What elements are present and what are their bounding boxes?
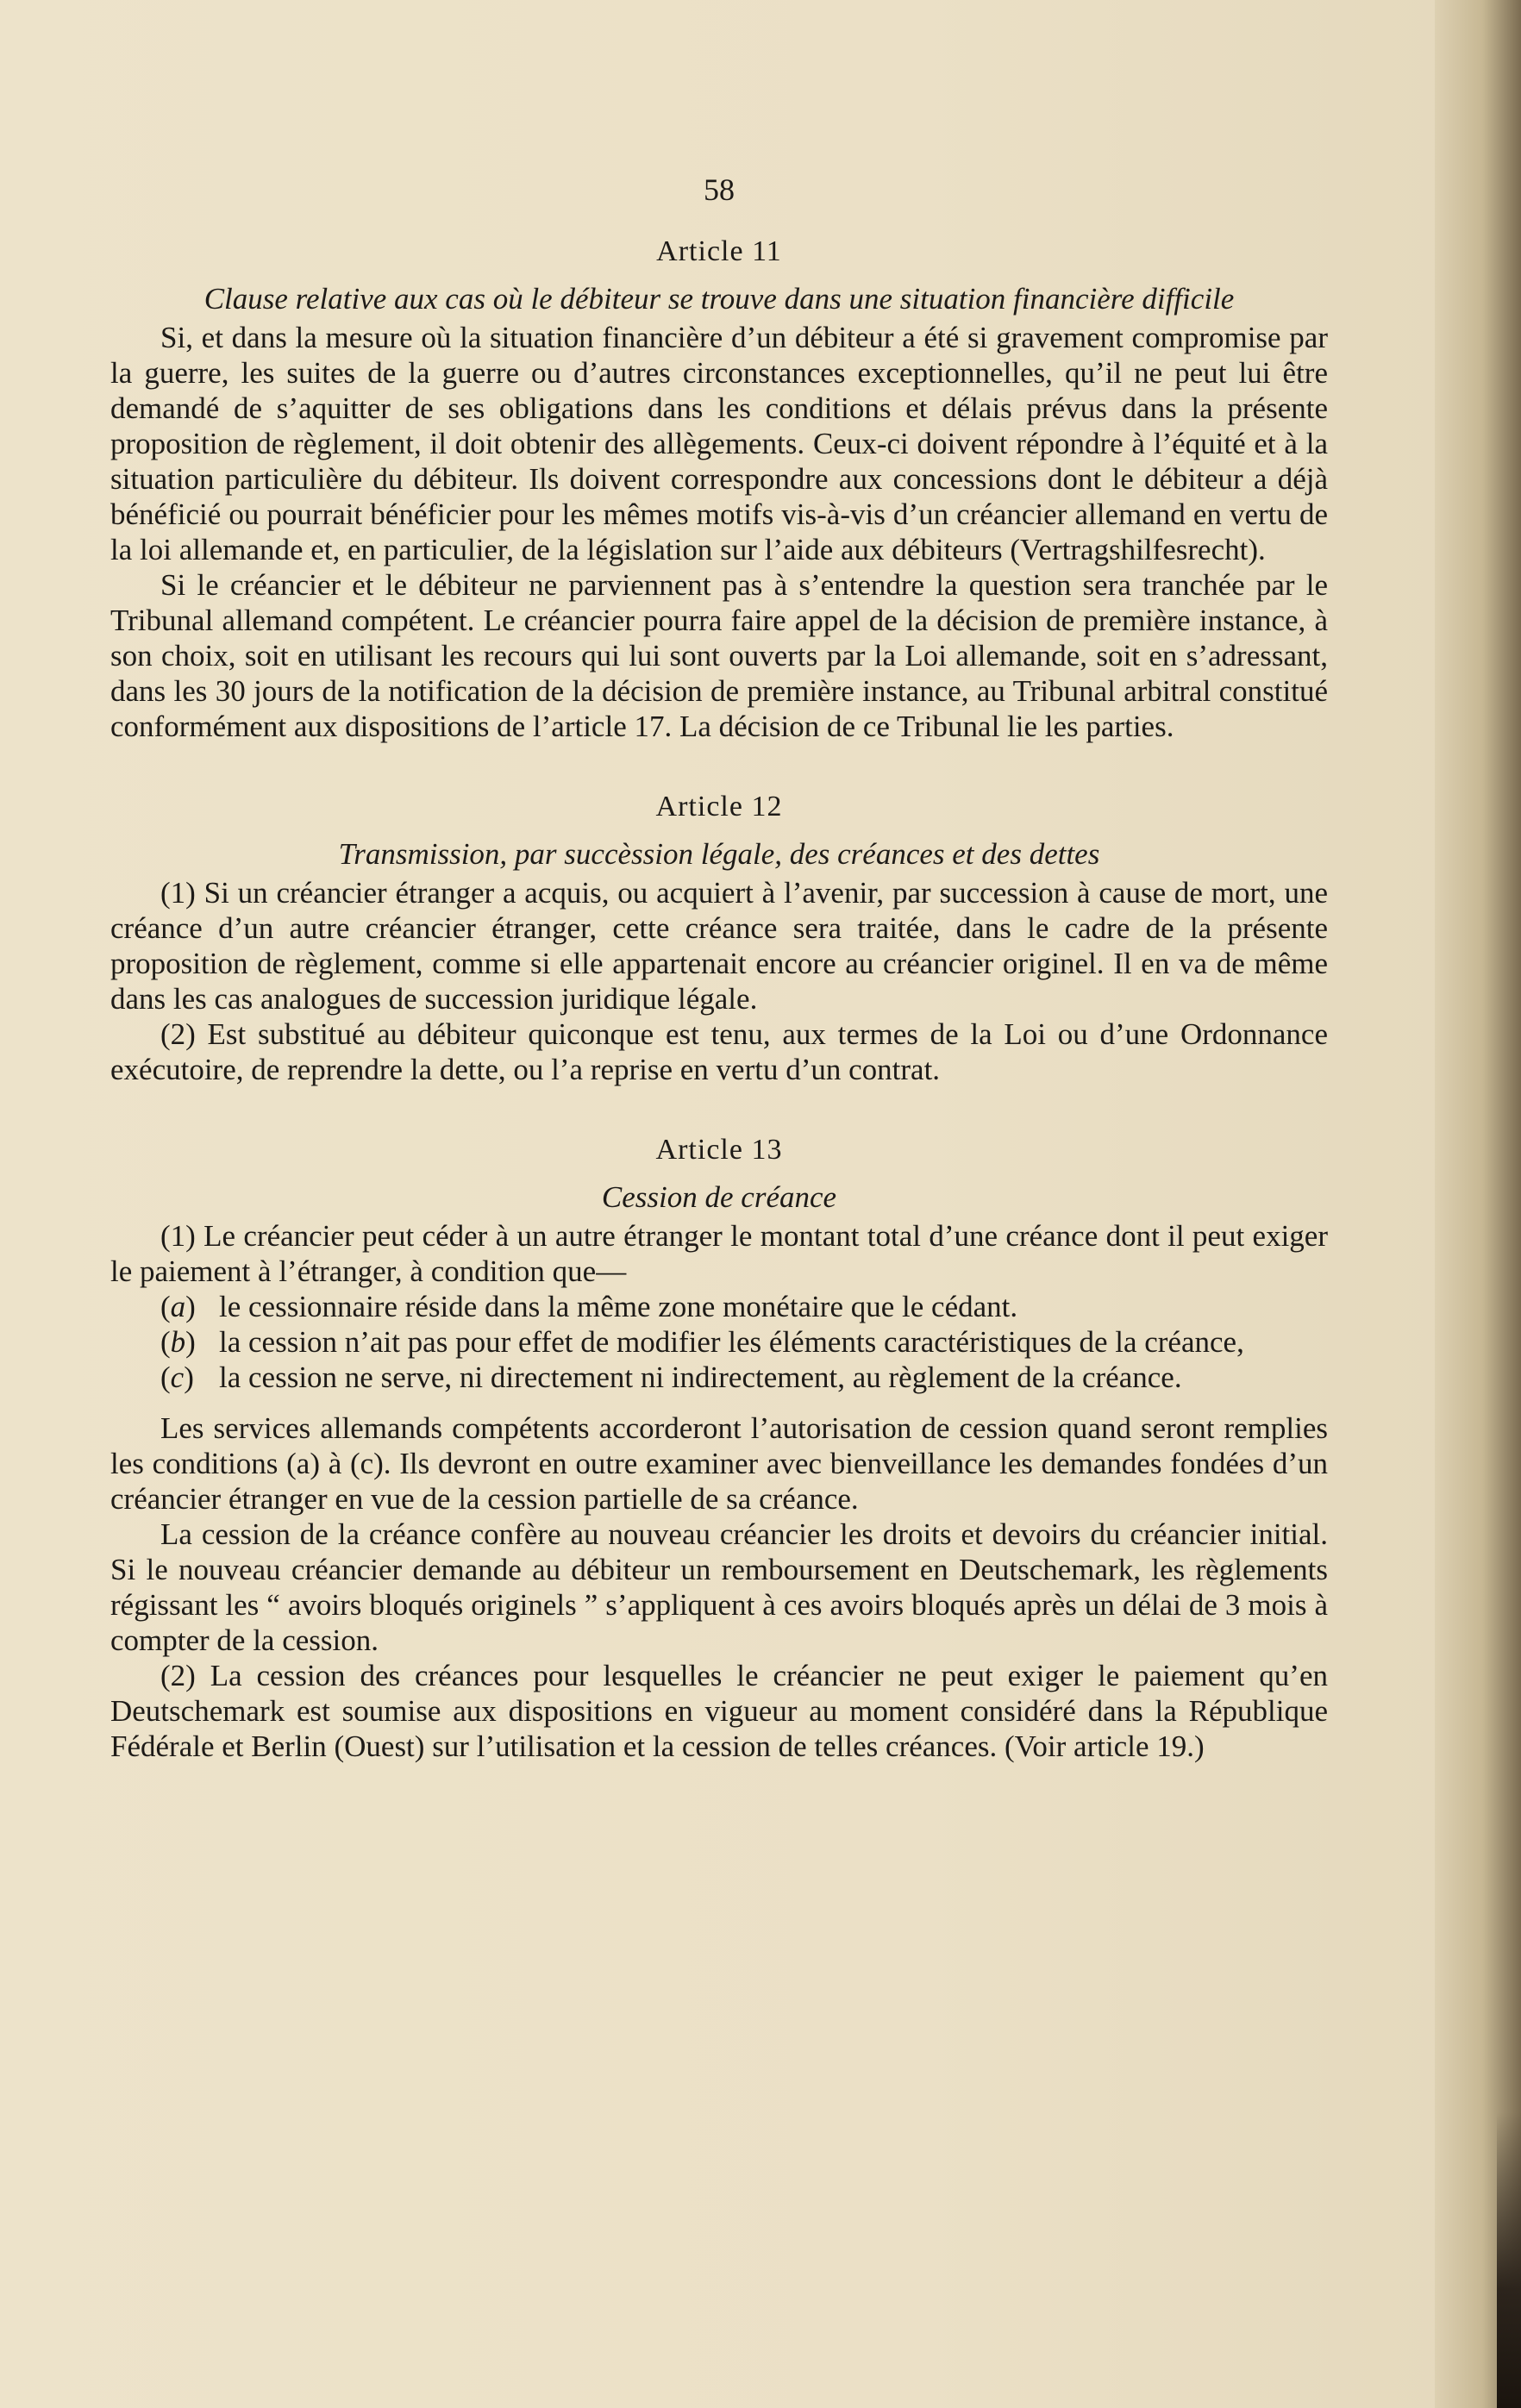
condition-text-b: la cession n’ait pas pour effet de modifier les éléments caractéristiques de la créance, bbox=[219, 1325, 1244, 1359]
book-spine-shadow bbox=[1435, 0, 1521, 2408]
condition-label-c: (c) bbox=[160, 1360, 194, 1394]
article-13-paragraph-1: Les services allemands compétents accorderont l’autorisation de cession quand seront remplies les conditions (a) à (c). Ils devront en outre examiner avec bienveillance les demandes fondées d’un créancier étranger en vue de la cession partielle de sa créance. bbox=[110, 1411, 1328, 1516]
article-13-heading: Article 13 bbox=[655, 1134, 783, 1166]
article-11-paragraph-1: Si, et dans la mesure où la situation financière d’un débiteur a été si gravement compromise par la guerre, les suites de la guerre ou d’autres circonstances exceptionnelles, qu’il ne peut lui être demandé de s’aquitter de ses obligations dans les conditions et délais prévus dans la présente proposition de règlement, il doit obtenir des allègements. Ceux-ci doivent répondre à l’équité et à la situation particulière du débiteur. Ils doivent correspondre aux concessions dont le débiteur a déjà bénéficié ou pourrait bénéficier pour les mêmes motifs vis-à-vis d’un créancier allemand en vertu de la loi allemande et, en particulier, de la législation sur l’aide aux débiteurs (Vertragshilfesrecht). bbox=[110, 321, 1328, 566]
article-12-paragraph-1: (1) Si un créancier étranger a acquis, ou acquiert à l’avenir, par succession à cause de mort, une créance d’un autre créancier étranger, cette créance sera traitée, dans le cadre de la présente proposition de règlement, comme si elle appartenait encore au créancier originel. Il en va de même dans les cas analogues de succession juridique légale. bbox=[110, 876, 1328, 1016]
condition-item-b bbox=[110, 1324, 1328, 1360]
condition-text-a: le cessionnaire réside dans la même zone monétaire que le cédant. bbox=[219, 1290, 1018, 1323]
article-11-paragraph-2: Si le créancier et le débiteur ne parviennent pas à s’entendre la question sera tranchée par le Tribunal allemand compétent. Le créancier pourra faire appel de la décision de première instance, à son choix, soit en utilisant les recours qui lui sont ouverts par la Loi allemande, soit en s’adressant, dans les 30 jours de la notification de la décision de première instance, au Tribunal arbitral constitué conformément aux dispositions de l’article 17. La décision de ce Tribunal lie les parties. bbox=[110, 568, 1328, 743]
article-13-title: Cession de créance bbox=[601, 1180, 837, 1214]
page-number: 58 bbox=[704, 172, 735, 207]
condition-item-c bbox=[110, 1360, 1328, 1395]
condition-text-c: la cession ne serve, ni directement ni indirectement, au règlement de la créance. bbox=[219, 1360, 1182, 1394]
article-13-intro: (1) Le créancier peut céder à un autre étranger le montant total d’une créance dont il peut exiger le paiement à l’étranger, à condition que— bbox=[110, 1219, 1328, 1288]
page-content bbox=[110, 172, 1328, 1764]
condition-label-a: (a) bbox=[160, 1290, 196, 1323]
condition-item-a bbox=[110, 1289, 1328, 1324]
book-edge-dark bbox=[1497, 2112, 1521, 2408]
article-11-title: Clause relative aux cas où le débiteur se trouve dans une situation financière difficile bbox=[203, 282, 1235, 316]
article-13-paragraph-3: (2) La cession des créances pour lesquelles le créancier ne peut exiger le paiement qu’en Deutschemark est soumise aux dispositions en vigueur au moment considéré dans la République Fédérale et Berlin (Ouest) sur l’utilisation et la cession de telles créances. (Voir article 19.) bbox=[110, 1659, 1328, 1763]
article-13-paragraph-2: La cession de la créance confère au nouveau créancier les droits et devoirs du créancier initial. Si le nouveau créancier demande au débiteur un remboursement en Deutschemark, les règlements régissant les “ avoirs bloqués originels ” s’appliquent à ces avoirs bloqués après un délai de 3 mois à compter de la cession. bbox=[110, 1517, 1328, 1657]
article-12-title: Transmission, par succèssion légale, des créances et des dettes bbox=[338, 837, 1100, 871]
condition-label-b: (b) bbox=[160, 1325, 196, 1359]
article-12-paragraph-2: (2) Est substitué au débiteur quiconque est tenu, aux termes de la Loi ou d’une Ordonnance exécutoire, de reprendre la dette, ou l’a reprise en vertu d’un contrat. bbox=[110, 1017, 1328, 1086]
article-12-heading: Article 12 bbox=[655, 791, 783, 822]
article-11-heading: Article 11 bbox=[656, 235, 782, 267]
